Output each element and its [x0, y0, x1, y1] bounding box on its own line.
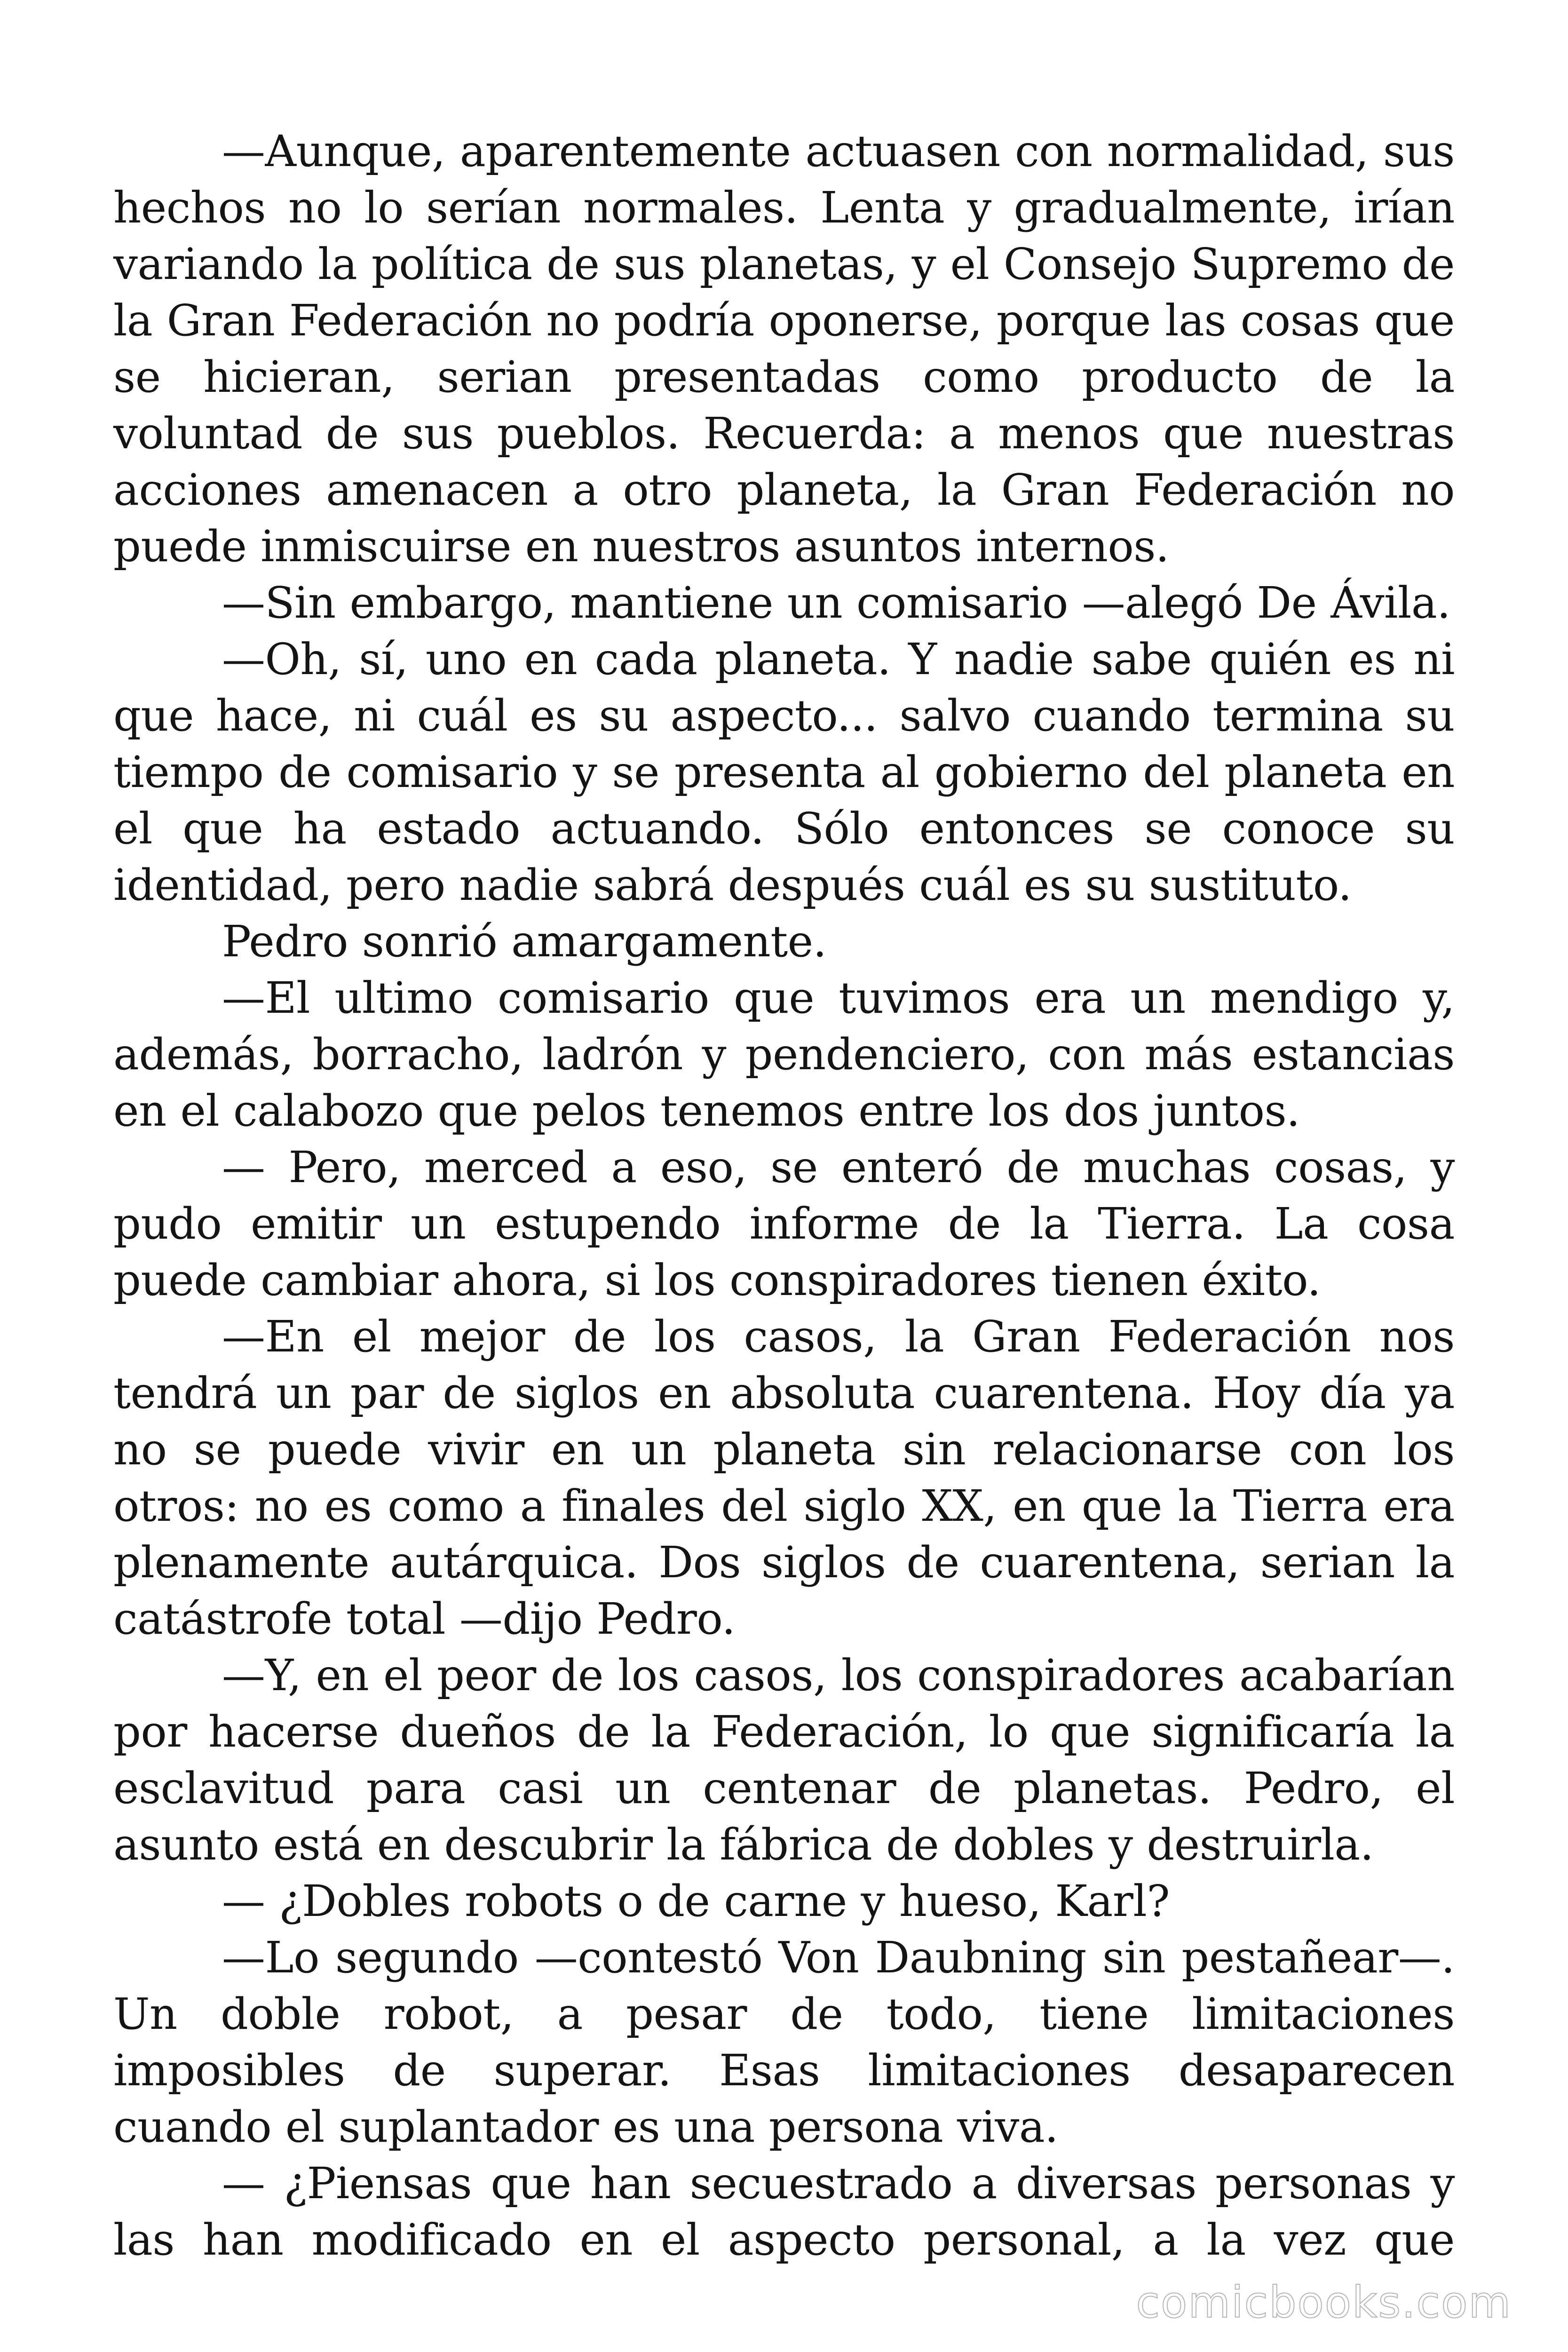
- paragraph: — Pero, merced a eso, se enteró de muchas cosas, y pudo emitir un estupendo informe de la Tierra. La cosa puede cambiar ahora, si los conspiradores tienen éxito.: [113, 1142, 1455, 1305]
- paragraph: — ¿Piensas que han secuestrado a diversas personas y las han modificado en el aspecto personal, a la vez que: [113, 2158, 1455, 2265]
- paragraph: —Sin embargo, mantiene un comisario —alegó De Ávila.: [222, 578, 1450, 628]
- paragraph: —Lo segundo —contestó Von Daubning sin pestañear—. Un doble robot, a pesar de todo, tiene limitaciones imposibles de superar. Esas limitaciones desaparecen cuando el suplantador es una persona viva.: [113, 1932, 1455, 2152]
- watermark: comicbooks.com: [1136, 2277, 1512, 2328]
- paragraph: —En el mejor de los casos, la Gran Federación nos tendrá un par de siglos en absoluta cuarentena. Hoy día ya no se puede vivir en un planeta sin relacionarse con los otros: no es como a finales del siglo XX, en que la Tierra era plenamente autárquica. Dos siglos de cuarentena, serian la catástrofe total —dijo Pedro.: [113, 1311, 1455, 1644]
- page-text: [113, 123, 1455, 2268]
- paragraph: Pedro sonrió amargamente.: [222, 916, 827, 967]
- paragraph: —Aunque, aparentemente actuasen con normalidad, sus hechos no lo serían normales. Lenta y gradualmente, irían variando la política de sus planetas, y el Consejo Supremo de la Gran Federación no podría oponerse, porque las cosas que se hicieran, serian presentadas como producto de la voluntad de sus pueblos. Recuerda: a menos que nuestras acciones amenacen a otro planeta, la Gran Federación no puede inmiscuirse en nuestros asuntos internos.: [113, 126, 1455, 572]
- paragraph: —El ultimo comisario que tuvimos era un mendigo y, además, borracho, ladrón y pendenciero, con más estancias en el calabozo que pelos tenemos entre los dos juntos.: [113, 973, 1455, 1136]
- paragraph: — ¿Dobles robots o de carne y hueso, Karl?: [222, 1876, 1170, 1926]
- paragraph: —Oh, sí, uno en cada planeta. Y nadie sabe quién es ni que hace, ni cuál es su aspecto... salvo cuando termina su tiempo de comisario y se presenta al gobierno del planeta en el que ha estado actuando. Sólo entonces se conoce su identidad, pero nadie sabrá después cuál es su sustituto.: [113, 634, 1455, 910]
- paragraph: —Y, en el peor de los casos, los conspiradores acabarían por hacerse dueños de la Federación, lo que significaría la esclavitud para casi un centenar de planetas. Pedro, el asunto está en descubrir la fábrica de dobles y destruirla.: [113, 1650, 1455, 1870]
